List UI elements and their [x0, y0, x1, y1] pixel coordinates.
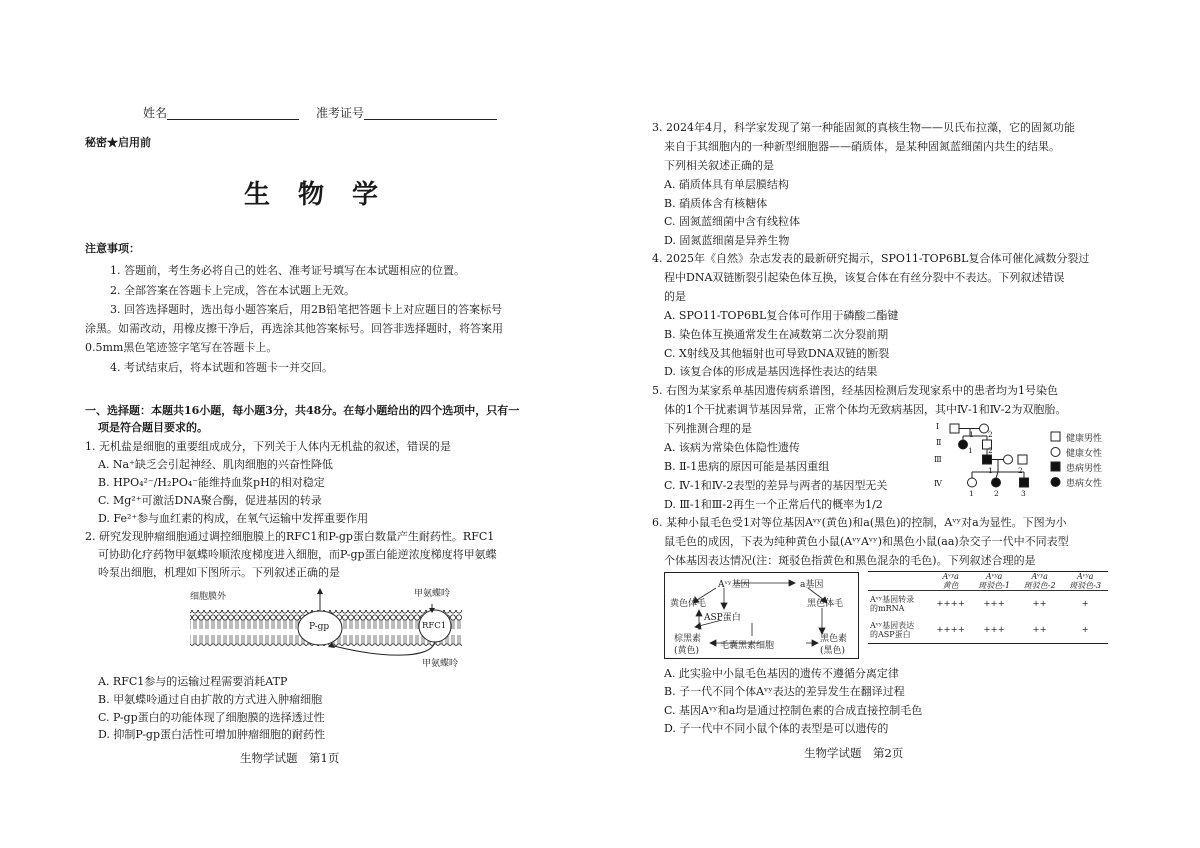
table-row — [868, 591, 1108, 618]
legend-label: 患病男性 — [1066, 464, 1103, 474]
legend-healthy-female-icon — [1051, 448, 1060, 457]
rfc1-label: RFC1 — [422, 621, 447, 631]
q6-option-d: D. 子一代中不同小鼠个体的表型是可以遗传的 — [664, 722, 889, 735]
table-cell: +++ — [983, 599, 1005, 609]
page-footer: 生物学试题 第2页 — [804, 746, 904, 760]
notice-item: 4. 考试结束后，将本试题和答题卡一并交回。 — [110, 361, 333, 374]
secret-label: 秘密★启用前 — [85, 136, 151, 149]
q5-stem: 5. 右图为某家系单基因遗传病系谱图，经基因检测后发现家系中的患者均为1号染色 — [652, 384, 1058, 397]
row-label: Aᵛʸ基因表达 的ASP蛋白 — [870, 621, 915, 639]
expression-table — [868, 571, 1108, 644]
q5-option-a: A. 该病为常染色体隐性遗传 — [664, 441, 800, 454]
pedigree-healthy-male — [950, 424, 959, 433]
q2-option-d: D. 抑制P-gp蛋白活性可增加肿瘤细胞的耐药性 — [98, 728, 326, 741]
pheomelanin-label: 棕黑素 — [674, 634, 702, 644]
q2-option-a: A. RFC1参与的运输过程需要消耗ATP — [98, 675, 288, 688]
pedigree-legend-symbols — [1048, 430, 1064, 492]
legend-label: 健康男性 — [1066, 434, 1103, 444]
notice-heading: 注意事项： — [85, 242, 140, 255]
q1-option-b: B. HPO₄²⁻/H₂PO₄⁻能维持血浆pH的相对稳定 — [98, 476, 325, 489]
pedigree-healthy-female — [1004, 455, 1013, 464]
name-field — [143, 106, 299, 120]
exam-no-field — [316, 106, 497, 120]
generation-label: Ⅳ — [934, 479, 942, 488]
pedigree-affected-female — [992, 478, 1001, 487]
table-header: Aᵛʸa 斑驳色-2 — [1017, 572, 1063, 591]
generation-label: Ⅱ — [936, 438, 942, 447]
melanocyte-label: 毛囊黑素细胞 — [720, 641, 775, 651]
table-header: Aᵛʸa 黄色 — [930, 572, 971, 591]
pedigree-healthy-female — [968, 478, 977, 487]
page-2: 3. 2024年4月，科学家发现了第一种能固氮的真核生物——贝氏布拉藻，它的固氮功能 来自于其细胞内的一种新型细胞器——硝质体，是某种固氮蓝细菌内共生的结果。 下列相关叙述正确的是 A. 硝质体具有单层膜结构 B. 硝质体含有核糖体 C. 固氮蓝细菌中含有线粒体 D. 固氮蓝细菌是异养生物 4. 2025年《自然》杂志发表的最新研究揭示，SPO11-TOP6BL复合体可催化减数分裂过 程中DNA双链断裂引起染色体互换，该复合体在有丝分裂中不表达。下列叙述错误 的是 A. SPO11-TOP6BL复合体可作用于磷酸二酯键 B. 染色体互换通常发生在减数第二次分裂前期 C. X射线及其他辐射也可导致DNA双链的断裂 D. 该复合体的形成是基因选择性表达的结果 5. 右图为某家系单基因遗传病系谱图，经基因检测后发现家系中的患者均为1号染色 体的1个干扰素调节基因异常，正常个体均无致病基因，其中Ⅳ-1和Ⅳ-2为双胞胎。 下列推测合理的是 A. 该病为常染色体隐性遗传 B. Ⅱ-1患病的原因可能是基因重组 C. Ⅳ-1和Ⅳ-2表型的差异与两者的基因型无关 D. Ⅲ-1和Ⅲ-2再生一个正常后代的概率为1/2 Ⅰ Ⅱ Ⅲ Ⅳ 1 2 1 2 1 2 1 2 3 健康男性 健康女性 患病男性 患病女性 6. 某种小鼠毛色受1对等位基因Aᵛʸ(黄色)和a(黑色)的控制，Aᵛʸ对a为显性。下图为小 鼠毛色的成因，下表为纯种黄色小鼠(AᵛʸAᵛʸ)和黑色小鼠(aa)杂交子一代中不同表型 个体基因表达情况(注：斑驳色指黄色和黑色混杂的毛色)。下列叙述合理的是 Aᵛʸ基因 a基因 黄色体毛 黑色体毛 ASP蛋白 棕黑素 (黄色) 毛囊黑素细胞 黑色素 (黑色) Aᵛʸa 黄色 Aᵛʸa 斑驳色-1 Aᵛʸa 斑驳色-2 Aᵛʸa 斑驳色-3 Aᵛʸ基因转录 的mRNA ++++ +++ ++ + Aᵛʸ基因表达 的ASP蛋白 ++++ +++ ++ + A. 此实验中小鼠毛色基因的遗传不遵循分离定律 B. 子一代不同个体Aᵛʸ表达的差异发生在翻译过程 C. 基因Aᵛʸ和a均是通过控制色素的合成直接控制毛色 D. 子一代中不同小鼠个体的表型是可以遗传的 生物学试题 第2页 — [600, 0, 1200, 848]
q4-stem-cont: 的是 — [664, 290, 686, 303]
legend-affected-male-icon — [1051, 462, 1060, 471]
notice-item: 涂黑。如需改动，用橡皮擦干净后，再选涂其他答案标号。回答非选择题时，将答案用 — [85, 322, 503, 335]
table-header: Aᵛʸa 斑驳色-3 — [1062, 572, 1108, 591]
table-cell: ++++ — [936, 599, 965, 609]
q4-option-d: D. 该复合体的形成是基因选择性表达的结果 — [664, 365, 878, 378]
q3-option-d: D. 固氮蓝细菌是异养生物 — [664, 234, 790, 247]
pedigree-affected-male — [983, 455, 992, 464]
q5-option-b: B. Ⅱ-1患病的原因可能是基因重组 — [664, 460, 830, 473]
legend-label: 患病女性 — [1066, 479, 1103, 489]
black-hair-label: 黑色体毛 — [807, 599, 844, 609]
page-footer: 生物学试题 第1页 — [240, 751, 340, 765]
q2-option-b: B. 甲氨蝶呤通过自由扩散的方式进入肿瘤细胞 — [98, 693, 323, 706]
pheomelanin-color: (黄色) — [674, 646, 700, 656]
eumelanin-color: (黑色) — [820, 646, 846, 656]
row-label: Aᵛʸ基因转录 的mRNA — [870, 595, 915, 613]
q5-option-d: D. Ⅲ-1和Ⅲ-2再生一个正常后代的概率为1/2 — [664, 498, 883, 511]
q3-option-c: C. 固氮蓝细菌中含有线粒体 — [664, 215, 801, 228]
q4-stem: 4. 2025年《自然》杂志发表的最新研究揭示，SPO11-TOP6BL复合体可催化减数分裂过 — [652, 252, 1090, 265]
yellow-hair-label: 黄色体毛 — [670, 599, 707, 609]
table-row — [868, 617, 1108, 644]
q2-stem: 2. 研究发现肿瘤细胞通过调控细胞膜上的RFC1和P-gp蛋白数量产生耐药性。RFC1 — [85, 530, 495, 543]
q1-option-a: A. Na⁺缺乏会引起神经、肌肉细胞的兴奋性降低 — [98, 458, 333, 471]
pedigree-affected-female — [959, 440, 968, 449]
q5-stem-cont: 体的1个干扰素调节基因异常，正常个体均无致病基因，其中Ⅳ-1和Ⅳ-2为双胞胎。 — [664, 403, 1067, 416]
q6-option-a: A. 此实验中小鼠毛色基因的遗传不遵循分离定律 — [664, 667, 899, 680]
eumelanin-label: 黑色素 — [820, 634, 848, 644]
q1-option-c: C. Mg²⁺可激活DNA聚合酶，促进基因的转录 — [98, 494, 322, 507]
table-header: Aᵛʸa 斑驳色-1 — [971, 572, 1017, 591]
notice-item: 0.5mm黑色笔迹签字笔写在答题卡上。 — [85, 341, 278, 354]
q5-stem-cont: 下列推测合理的是 — [664, 422, 752, 435]
table-cell: + — [1081, 599, 1089, 609]
q5-option-c: C. Ⅳ-1和Ⅳ-2表型的差异与两者的基因型无关 — [664, 479, 888, 492]
q1-option-d: D. Fe²⁺参与血红素的构成，在氧气运输中发挥重要作用 — [98, 512, 369, 525]
pedigree-healthy-male — [1018, 455, 1027, 464]
table-header-row — [868, 572, 1108, 591]
drug-label-bottom: 甲氨蝶呤 — [422, 659, 459, 669]
asp-protein-label: ASP蛋白 — [704, 613, 741, 623]
table-cell: ++ — [1032, 599, 1047, 609]
q4-option-c: C. X射线及其他辐射也可导致DNA双链的断裂 — [664, 347, 890, 360]
q3-option-a: A. 硝质体具有单层膜结构 — [664, 178, 789, 191]
notice-item: 2. 全部答案在答题卡上完成，答在本试题上无效。 — [110, 284, 355, 297]
table-cell: +++ — [983, 625, 1005, 635]
exam-no-label: 准考证号 — [316, 106, 365, 120]
legend-label: 健康女性 — [1066, 449, 1103, 459]
q2-stem-cont: 呤泵出细胞，机理如下图所示。下列叙述正确的是 — [98, 566, 340, 579]
q6-stem-cont: 鼠毛色的成因，下表为纯种黄色小鼠(AᵛʸAᵛʸ)和黑色小鼠(aa)杂交子一代中不同表型 — [664, 535, 1069, 548]
q6-option-c: C. 基因Aᵛʸ和a均是通过控制色素的合成直接控制毛色 — [664, 704, 923, 717]
notice-item: 1. 答题前，考生务必将自己的姓名、准考证号填写在本试题相应的位置。 — [110, 264, 465, 277]
q1-stem: 1. 无机盐是细胞的重要组成成分，下列关于人体内无机盐的叙述，错误的是 — [85, 440, 451, 453]
q4-option-a: A. SPO11-TOP6BL复合体可作用于磷酸二酯键 — [664, 309, 899, 322]
table-cell: + — [1081, 625, 1089, 635]
gene-a-label: a基因 — [800, 580, 824, 590]
q2-stem-cont: 可协助化疗药物甲氨蝶呤顺浓度梯度进入细胞，而P-gp蛋白能逆浓度梯度将甲氨蝶 — [98, 548, 497, 561]
q3-stem-cont: 下列相关叙述正确的是 — [664, 159, 774, 172]
q4-option-b: B. 染色体互换通常发生在减数第二次分裂前期 — [664, 328, 889, 341]
pedigree-affected-male — [1020, 478, 1029, 487]
section-heading: 一、选择题：本题共16小题，每小题3分，共48分。在每小题给出的四个选项中，只有一 — [85, 404, 520, 417]
notice-item: 3. 回答选择题时，选出每小题答案后，用2B铅笔把答题卡上对应题目的答案标号 — [110, 303, 503, 316]
q2-option-c: C. P-gp蛋白的功能体现了细胞膜的选择透过性 — [98, 711, 325, 724]
outside-label: 细胞膜外 — [190, 592, 227, 602]
section-heading-cont: 项是符合题目要求的。 — [98, 421, 208, 434]
pgp-label: P-gp — [309, 622, 330, 632]
generation-label: Ⅰ — [936, 422, 940, 431]
q6-stem-cont: 个体基因表达情况(注：斑驳色指黄色和黑色混杂的毛色)。下列叙述合理的是 — [664, 554, 1036, 567]
drug-label-top: 甲氨蝶呤 — [414, 589, 451, 599]
name-blank — [167, 107, 299, 120]
generation-label: Ⅲ — [934, 455, 942, 464]
q3-option-b: B. 硝质体含有核糖体 — [664, 197, 768, 210]
exam-no-blank — [364, 107, 497, 120]
name-label: 姓名 — [143, 106, 168, 120]
legend-affected-female-icon — [1051, 478, 1060, 487]
table-cell: ++ — [1032, 625, 1047, 635]
q3-stem-cont: 来自于其细胞内的一种新型细胞器——硝质体，是某种固氮蓝细菌内共生的结果。 — [664, 140, 1060, 153]
gene-avy-label: Aᵛʸ基因 — [718, 580, 750, 590]
q6-option-b: B. 子一代不同个体Aᵛʸ表达的差异发生在翻译过程 — [664, 685, 905, 698]
q3-stem: 3. 2024年4月，科学家发现了第一种能固氮的真核生物——贝氏布拉藻，它的固氮功能 — [652, 121, 1075, 134]
subject-title: 生物学 — [244, 180, 407, 210]
q4-stem-cont: 程中DNA双链断裂引起染色体互换，该复合体在有丝分裂中不表达。下列叙述错误 — [664, 271, 1065, 284]
q6-stem: 6. 某种小鼠毛色受1对等位基因Aᵛʸ(黄色)和a(黑色)的控制，Aᵛʸ对a为显性。下图为小 — [652, 516, 1067, 529]
table-cell: ++++ — [936, 625, 965, 635]
legend-healthy-male-icon — [1051, 432, 1060, 441]
